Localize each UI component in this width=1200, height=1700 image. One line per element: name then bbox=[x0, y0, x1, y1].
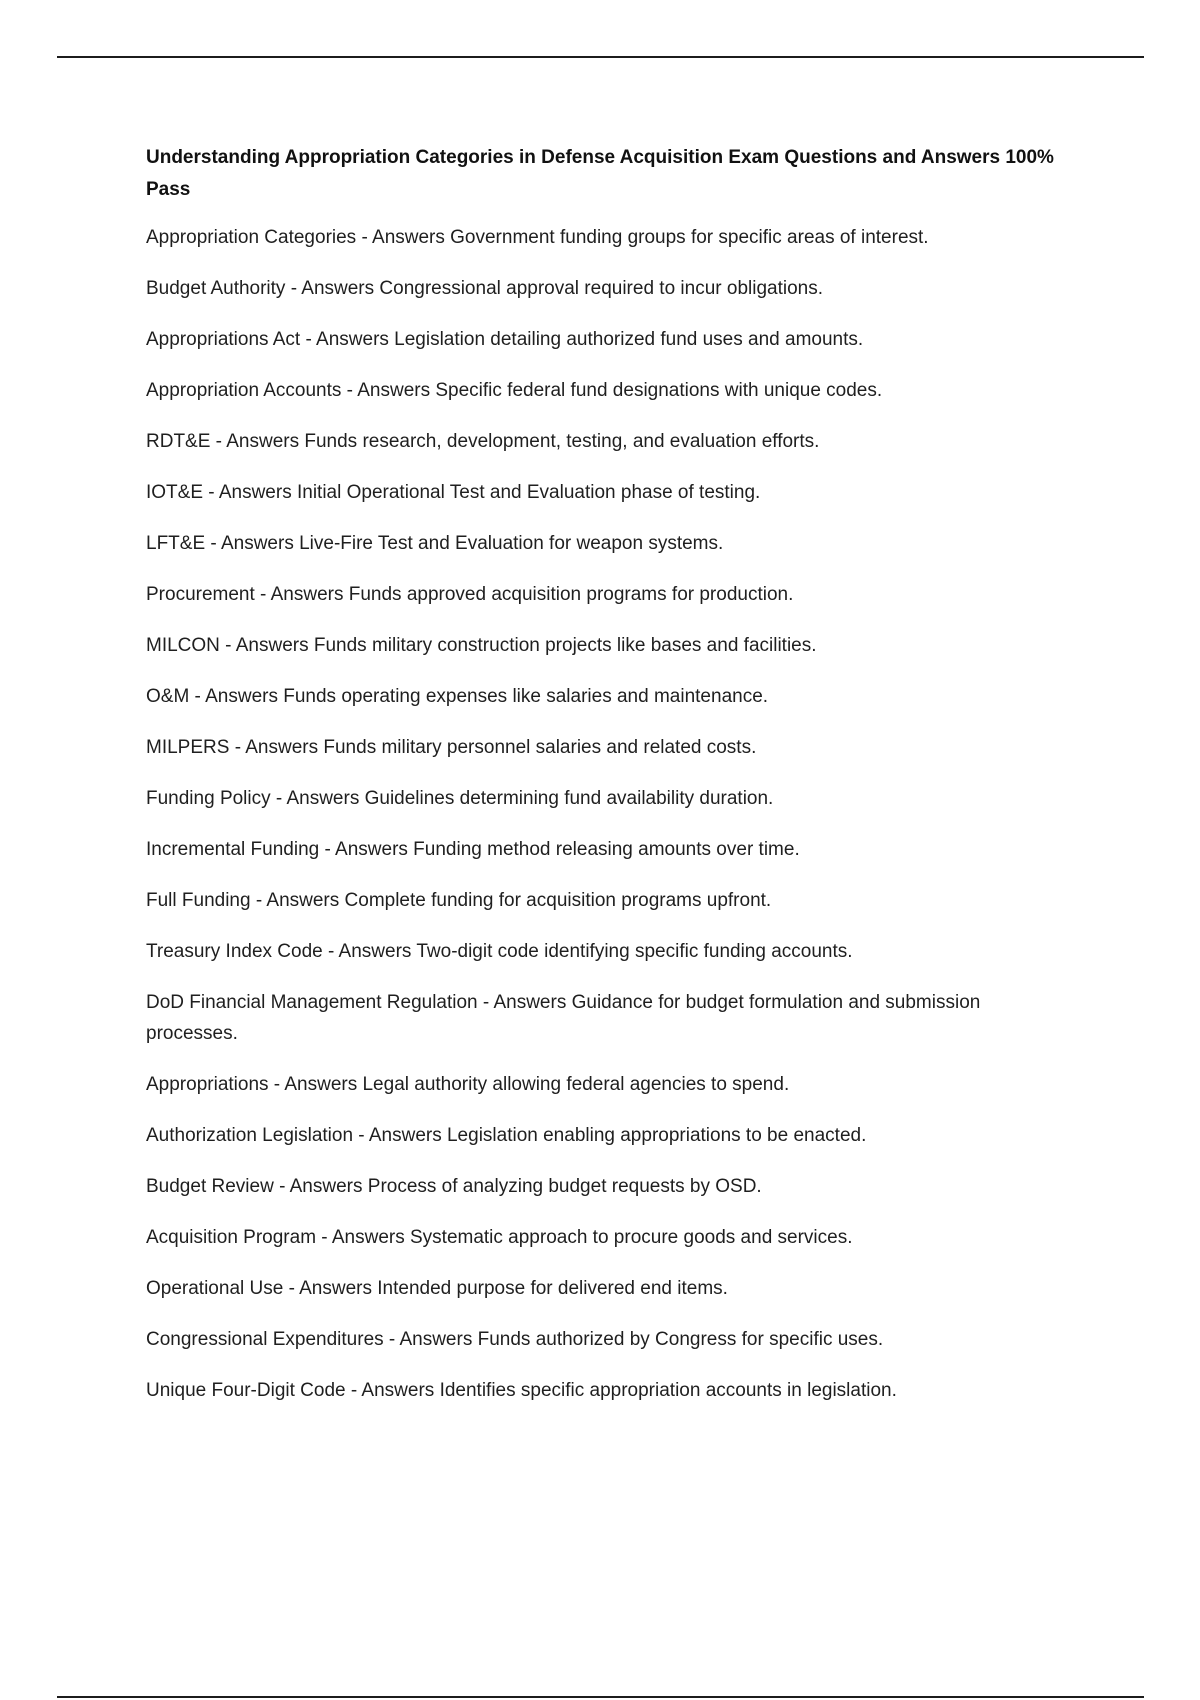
qa-item: Unique Four-Digit Code - Answers Identifies specific appropriation accounts in legislation. bbox=[146, 1380, 897, 1401]
qa-item: RDT&E - Answers Funds research, development, testing, and evaluation efforts. bbox=[146, 431, 820, 452]
footer-divider bbox=[57, 1696, 1144, 1698]
qa-item: Appropriation Categories - Answers Government funding groups for specific areas of interest. bbox=[146, 227, 929, 248]
qa-item: Full Funding - Answers Complete funding for acquisition programs upfront. bbox=[146, 890, 772, 911]
document-title: Understanding Appropriation Categories in Defense Acquisition Exam Questions and Answers 100% Pass bbox=[146, 147, 1054, 200]
qa-item: Appropriations - Answers Legal authority allowing federal agencies to spend. bbox=[146, 1074, 790, 1095]
qa-item: LFT&E - Answers Live-Fire Test and Evaluation for weapon systems. bbox=[146, 533, 724, 554]
document-body bbox=[146, 142, 1076, 1426]
qa-item: Authorization Legislation - Answers Legislation enabling appropriations to be enacted. bbox=[146, 1125, 867, 1146]
qa-item: Acquisition Program - Answers Systematic approach to procure goods and services. bbox=[146, 1227, 853, 1248]
qa-item: Procurement - Answers Funds approved acquisition programs for production. bbox=[146, 584, 794, 605]
qa-item: MILPERS - Answers Funds military personnel salaries and related costs. bbox=[146, 737, 757, 758]
qa-item: IOT&E - Answers Initial Operational Test and Evaluation phase of testing. bbox=[146, 482, 761, 503]
qa-item: DoD Financial Management Regulation - Answers Guidance for budget formulation and submission processes. bbox=[146, 992, 981, 1044]
qa-item: Funding Policy - Answers Guidelines determining fund availability duration. bbox=[146, 788, 774, 809]
qa-item: Operational Use - Answers Intended purpose for delivered end items. bbox=[146, 1278, 728, 1299]
qa-item: Treasury Index Code - Answers Two-digit code identifying specific funding accounts. bbox=[146, 941, 853, 962]
qa-item: Appropriations Act - Answers Legislation detailing authorized fund uses and amounts. bbox=[146, 329, 864, 350]
qa-item: O&M - Answers Funds operating expenses like salaries and maintenance. bbox=[146, 686, 769, 707]
header-divider bbox=[57, 56, 1144, 58]
qa-item: Congressional Expenditures - Answers Funds authorized by Congress for specific uses. bbox=[146, 1329, 884, 1350]
qa-list bbox=[146, 222, 1076, 1406]
qa-item: MILCON - Answers Funds military construction projects like bases and facilities. bbox=[146, 635, 817, 656]
qa-item: Budget Review - Answers Process of analyzing budget requests by OSD. bbox=[146, 1176, 762, 1197]
qa-item: Incremental Funding - Answers Funding method releasing amounts over time. bbox=[146, 839, 800, 860]
qa-item: Budget Authority - Answers Congressional approval required to incur obligations. bbox=[146, 278, 823, 299]
qa-item: Appropriation Accounts - Answers Specific federal fund designations with unique codes. bbox=[146, 380, 883, 401]
